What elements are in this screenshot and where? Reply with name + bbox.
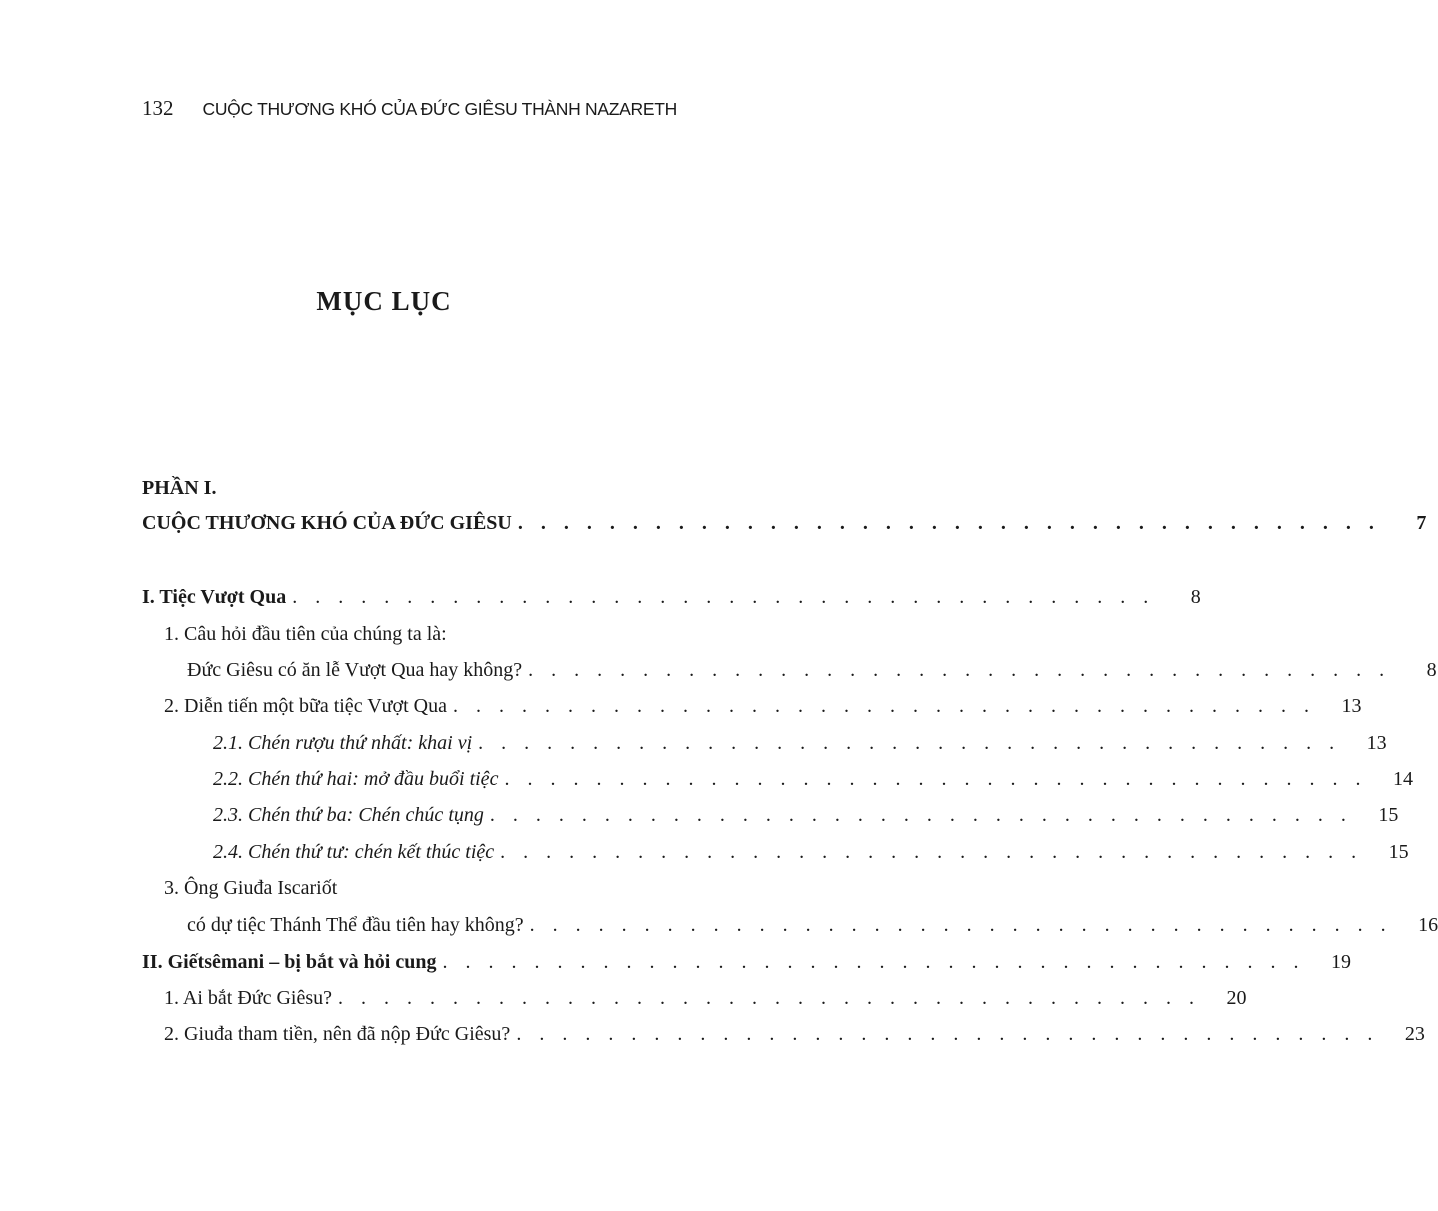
toc-entry-text: II. Giếtsêmani – bị bắt và hỏi cung [142, 951, 437, 973]
toc-entry-page: 15 [1378, 804, 1399, 826]
toc-title: MỤC LỤC [316, 286, 452, 316]
toc-entry-text: có dự tiệc Thánh Thể đầu tiên hay không? [187, 914, 524, 936]
toc-entry-subsubsection [213, 838, 1409, 866]
toc-entry-page: 13 [1366, 732, 1387, 754]
toc-entry-page: 13 [1341, 695, 1362, 717]
toc-entry-text: 1. Câu hỏi đầu tiên của chúng ta là: [164, 623, 447, 645]
toc-entry-subsection [164, 984, 1247, 1012]
toc-entry-text: CUỘC THƯƠNG KHÓ CỦA ĐỨC GIÊSU [142, 512, 512, 534]
dot-leader: . . . . . . . . . . . . . . . . . . . . . . . . . . . . . . . . . . . . . . [452, 695, 1316, 717]
dot-leader: . . . . . . . . . . . . . . . . . . . . . . . . . . . . . . . . . . . . . . [528, 659, 1391, 681]
dot-leader: . . . . . . . . . . . . . . . . . . . . . . . . . . . . . . . . . . . . . . [500, 841, 1363, 863]
toc-entry-page: 8 [1426, 659, 1437, 681]
toc-entry-page: 7 [1416, 512, 1427, 534]
toc-entry-page: 14 [1392, 768, 1413, 790]
toc-entry-subsection [164, 874, 337, 902]
toc-entry-part [142, 509, 1427, 537]
toc-entry-text: 2. Giuđa tham tiền, nên đã nộp Đức Giêsu? [164, 1023, 511, 1045]
toc-entry-text: 2.1. Chén rượu thứ nhất: khai vị [213, 732, 473, 754]
dot-leader: . . . . . . . . . . . . . . . . . . . . . . . . . . . . . . . . . . . . . . [504, 768, 1367, 790]
toc-entry-page: 23 [1404, 1023, 1425, 1045]
toc-entry-subsubsection [213, 801, 1399, 829]
toc-entry-section [142, 948, 1351, 976]
dot-leader: . . . . . . . . . . . . . . . . . . . . . . . . . . . . . . . . . . . . . . [516, 1023, 1379, 1045]
toc-entry-subsection-cont [187, 656, 1437, 684]
toc-entry-text: Đức Giêsu có ăn lễ Vượt Qua hay không? [187, 659, 523, 681]
toc-entry-text: 3. Ông Giuđa Iscariốt [164, 877, 338, 899]
toc-entry-page: 20 [1226, 987, 1247, 1009]
toc-entry-subsection [164, 1020, 1425, 1048]
toc-entry-text: 2.2. Chén thứ hai: mở đầu buổi tiệc [213, 768, 499, 790]
toc-entry-section [142, 583, 1201, 611]
dot-leader: . . . . . . . . . . . . . . . . . . . . . . . . . . . . . . . . . . . . . . [517, 512, 1381, 534]
page-number: 132 [142, 96, 174, 120]
toc-entry-page: 16 [1418, 914, 1438, 936]
running-head [142, 96, 677, 121]
toc-entry-text: 2.3. Chén thứ ba: Chén chúc tụng [213, 804, 484, 826]
dot-leader: . . . . . . . . . . . . . . . . . . . . . . . . . . . . . . . . . . . . . . [292, 586, 1155, 608]
toc-entry-subsection [164, 620, 447, 648]
toc-entry-subsection-cont [187, 911, 1438, 939]
dot-leader: . . . . . . . . . . . . . . . . . . . . . . . . . . . . . . . . . . . . . . [489, 804, 1353, 826]
dot-leader: . . . . . . . . . . . . . . . . . . . . . . . . . . . . . . . . . . . . . . [478, 732, 1341, 754]
part-label: PHẦN I. [142, 477, 217, 499]
toc-entry-subsubsection [213, 729, 1387, 757]
toc-entry-text: I. Tiệc Vượt Qua [142, 586, 287, 608]
toc-entry-page: 19 [1330, 951, 1351, 973]
toc-entry-subsection [164, 692, 1362, 720]
toc-entry-text: 2.4. Chén thứ tư: chén kết thúc tiệc [213, 841, 495, 863]
running-head-title: CUỘC THƯƠNG KHÓ CỦA ĐỨC GIÊSU THÀNH NAZARETH [202, 99, 677, 119]
dot-leader: . . . . . . . . . . . . . . . . . . . . . . . . . . . . . . . . . . . . . . [442, 951, 1305, 973]
dot-leader: . . . . . . . . . . . . . . . . . . . . . . . . . . . . . . . . . . . . . . [529, 914, 1393, 936]
toc-entry-page: 15 [1388, 841, 1409, 863]
toc-entry-text: 1. Ai bắt Đức Giêsu? [164, 987, 333, 1009]
toc-entry-page: 8 [1190, 586, 1201, 608]
dot-leader: . . . . . . . . . . . . . . . . . . . . . . . . . . . . . . . . . . . . . . [338, 987, 1201, 1009]
toc-entry-subsubsection [213, 765, 1413, 793]
toc-entry-text: 2. Diễn tiến một bữa tiệc Vượt Qua [164, 695, 447, 717]
